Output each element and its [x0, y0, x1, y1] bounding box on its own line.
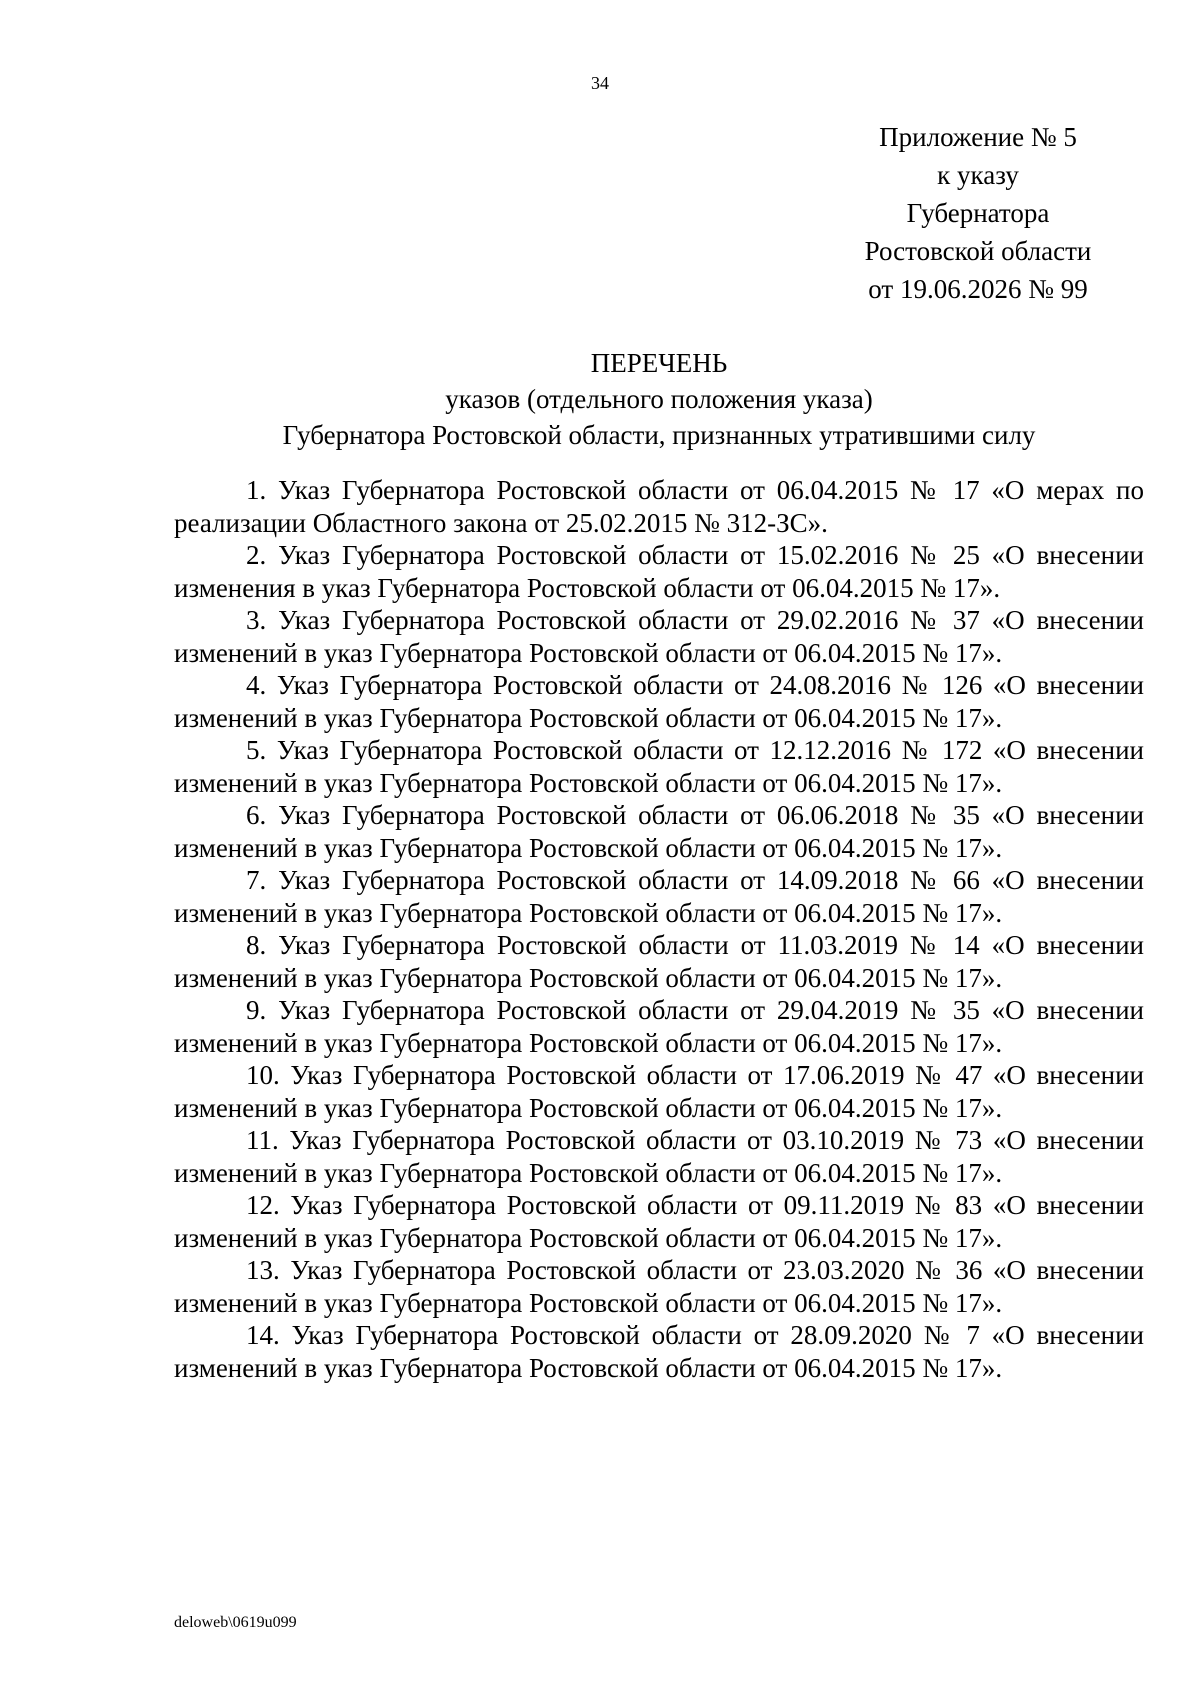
list-item-7: 7. Указ Губернатора Ростовской области от 14.09.2018 № 66 «О внесении изменений в указ Губернатора Ростовской области от 06.04.2015 № 17». [174, 865, 1144, 928]
list-item-6: 6. Указ Губернатора Ростовской области от 06.06.2018 № 35 «О внесении изменений в указ Губернатора Ростовской области от 06.04.2015 № 17». [174, 800, 1144, 863]
list-item-9: 9. Указ Губернатора Ростовской области от 29.04.2019 № 35 «О внесении изменений в указ Губернатора Ростовской области от 06.04.2015 № 17». [174, 995, 1144, 1058]
appendix-line-1: Приложение № 5 [879, 122, 1077, 152]
list-item-14: 14. Указ Губернатора Ростовской области от 28.09.2020 № 7 «О внесении изменений в указ Губернатора Ростовской области от 06.04.2015 № 17». [174, 1320, 1144, 1383]
list-item-5: 5. Указ Губернатора Ростовской области от 12.12.2016 № 172 «О внесении изменений в указ Губернатора Ростовской области от 06.04.2015 № 17». [174, 735, 1144, 798]
list-item-3: 3. Указ Губернатора Ростовской области от 29.02.2016 № 37 «О внесении изменений в указ Губернатора Ростовской области от 06.04.2015 № 17». [174, 605, 1144, 668]
footer-file-reference: deloweb\0619u099 [174, 1614, 297, 1631]
document-title [174, 345, 1144, 453]
list-item-13: 13. Указ Губернатора Ростовской области от 23.03.2020 № 36 «О внесении изменений в указ Губернатора Ростовской области от 06.04.2015 № 17». [174, 1255, 1144, 1318]
decree-list [174, 474, 1144, 1384]
appendix-line-5: от 19.06.2026 № 99 [868, 274, 1088, 304]
list-item-2: 2. Указ Губернатора Ростовской области от 15.02.2016 № 25 «О внесении изменения в указ Губернатора Ростовской области от 06.04.2015 № 17». [174, 540, 1144, 603]
list-item-11: 11. Указ Губернатора Ростовской области от 03.10.2019 № 73 «О внесении изменений в указ Губернатора Ростовской области от 06.04.2015 № 17». [174, 1125, 1144, 1188]
appendix-header [818, 118, 1138, 308]
title-subtitle-2: Губернатора Ростовской области, признанных утратившими силу [282, 420, 1036, 450]
page-number: 34 [591, 73, 609, 93]
list-item-12: 12. Указ Губернатора Ростовской области от 09.11.2019 № 83 «О внесении изменений в указ Губернатора Ростовской области от 06.04.2015 № 17». [174, 1190, 1144, 1253]
appendix-line-3: Губернатора [906, 198, 1050, 228]
title-heading: ПЕРЕЧЕНЬ [590, 348, 728, 378]
list-item-1: 1. Указ Губернатора Ростовской области от 06.04.2015 № 17 «О мерах по реализации Областного закона от 25.02.2015 № 312-ЗС». [174, 475, 1144, 538]
list-item-10: 10. Указ Губернатора Ростовской области от 17.06.2019 № 47 «О внесении изменений в указ Губернатора Ростовской области от 06.04.2015 № 17». [174, 1060, 1144, 1123]
appendix-line-2: к указу [937, 160, 1019, 190]
appendix-line-4: Ростовской области [864, 236, 1092, 266]
list-item-8: 8. Указ Губернатора Ростовской области от 11.03.2019 № 14 «О внесении изменений в указ Губернатора Ростовской области от 06.04.2015 № 17». [174, 930, 1144, 993]
title-subtitle-1: указов (отдельного положения указа) [445, 384, 873, 414]
list-item-4: 4. Указ Губернатора Ростовской области от 24.08.2016 № 126 «О внесении изменений в указ Губернатора Ростовской области от 06.04.2015 № 17». [174, 670, 1144, 733]
